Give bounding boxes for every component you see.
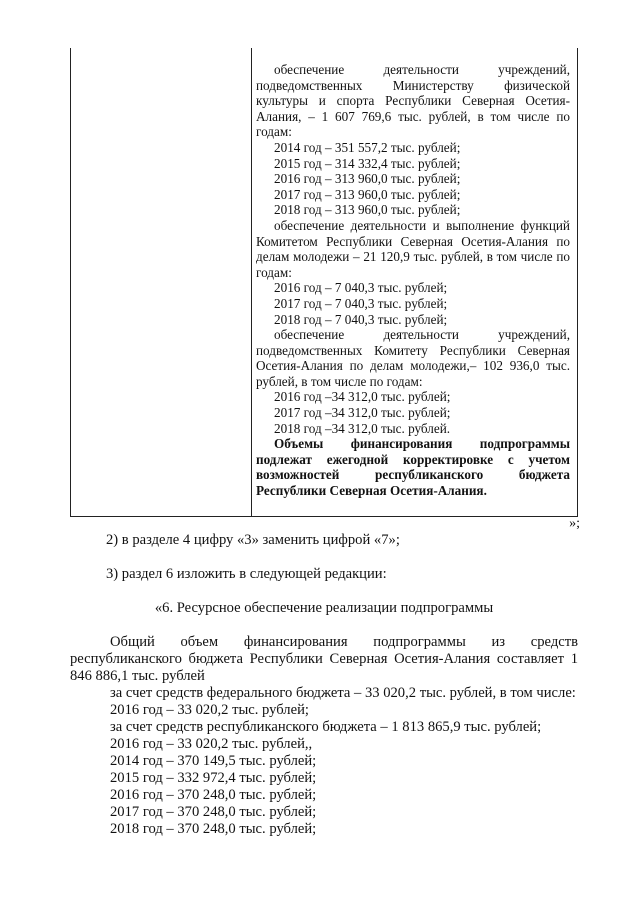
resource-line: 2016 год – 370 248,0 тыс. рублей; [110,787,317,803]
resource-line: за счет средств республиканского бюджета – 1 813 865,9 тыс. рублей; [110,719,542,735]
federal-budget-line: за счет средств федерального бюджета – 33 020,2 тыс. рублей, в том числе: [110,685,576,701]
closing-quote-mark: »; [569,516,580,531]
resource-line: 2015 год – 332 972,4 тыс. рублей; [110,770,317,786]
section-heading: «6. Ресурсное обеспечение реализации подпрограммы [154,600,494,616]
year-line: 2017 год –34 312,0 тыс. рублей; [274,405,451,421]
table-right-cell [251,48,578,517]
year-line: 2015 год – 314 332,4 тыс. рублей; [274,155,461,171]
resource-line: 2017 год – 370 248,0 тыс. рублей; [110,804,317,820]
adjustment-note: Объемы финансирования подпрограммы подлежат ежегодной корректировке с учетом возможностей республиканского бюджета Республики Северная Осетия-Алания. [256,436,570,499]
funding-table [70,48,578,516]
year-line: 2014 год – 351 557,2 тыс. рублей; [274,139,461,155]
resource-line: 2016 год – 33 020,2 тыс. рублей,, [110,736,313,752]
year-line: 2016 год – 7 040,3 тыс. рублей; [274,280,448,296]
resource-section [70,634,578,838]
year-line: 2016 год –34 312,0 тыс. рублей; [274,389,451,405]
resource-line: 2014 год – 370 149,5 тыс. рублей; [110,753,317,769]
year-line: 2018 год – 7 040,3 тыс. рублей; [274,311,448,327]
year-line: 2018 год – 313 960,0 тыс. рублей; [274,202,461,218]
youth-committee-paragraph: обеспечение деятельности и выполнение функций Комитетом Республики Северная Осетия-Алания по делам молодежи – 21 120,9 тыс. рублей, в том числе по годам: [256,217,570,280]
resource-intro: Общий объем финансирования подпрограммы из средств республиканского бюджета Республики Северная Осетия-Алания составляет 1 846 886,1 тыс. рублей [70,634,578,684]
youth-institutions-paragraph: обеспечение деятельности учреждений, подведомственных Комитету Республики Северная Осетия-Алания по делам молодежи,– 102 936,0 тыс. рублей, в том числе по годам: [256,327,570,389]
resource-line: 2016 год – 33 020,2 тыс. рублей; [110,702,309,718]
year-line: 2018 год –34 312,0 тыс. рублей. [274,420,451,436]
resource-line: 2018 год – 370 248,0 тыс. рублей; [110,821,317,837]
year-line: 2017 год – 7 040,3 тыс. рублей; [274,295,448,311]
year-line: 2017 год – 313 960,0 тыс. рублей; [274,186,461,202]
table-left-cell [70,48,252,517]
amendment-item-2: 2) в разделе 4 цифру «3» заменить цифрой «7»; [106,532,400,548]
ministry-institutions-paragraph: обеспечение деятельности учреждений, подведомственных Министерству физической культуры и спорта Республики Северная Осетия-Алания, – 1 607 769,6 тыс. рублей, в том числе по годам: [256,62,570,140]
year-line: 2016 год – 313 960,0 тыс. рублей; [274,171,461,187]
amendment-item-3: 3) раздел 6 изложить в следующей редакции: [106,566,387,582]
